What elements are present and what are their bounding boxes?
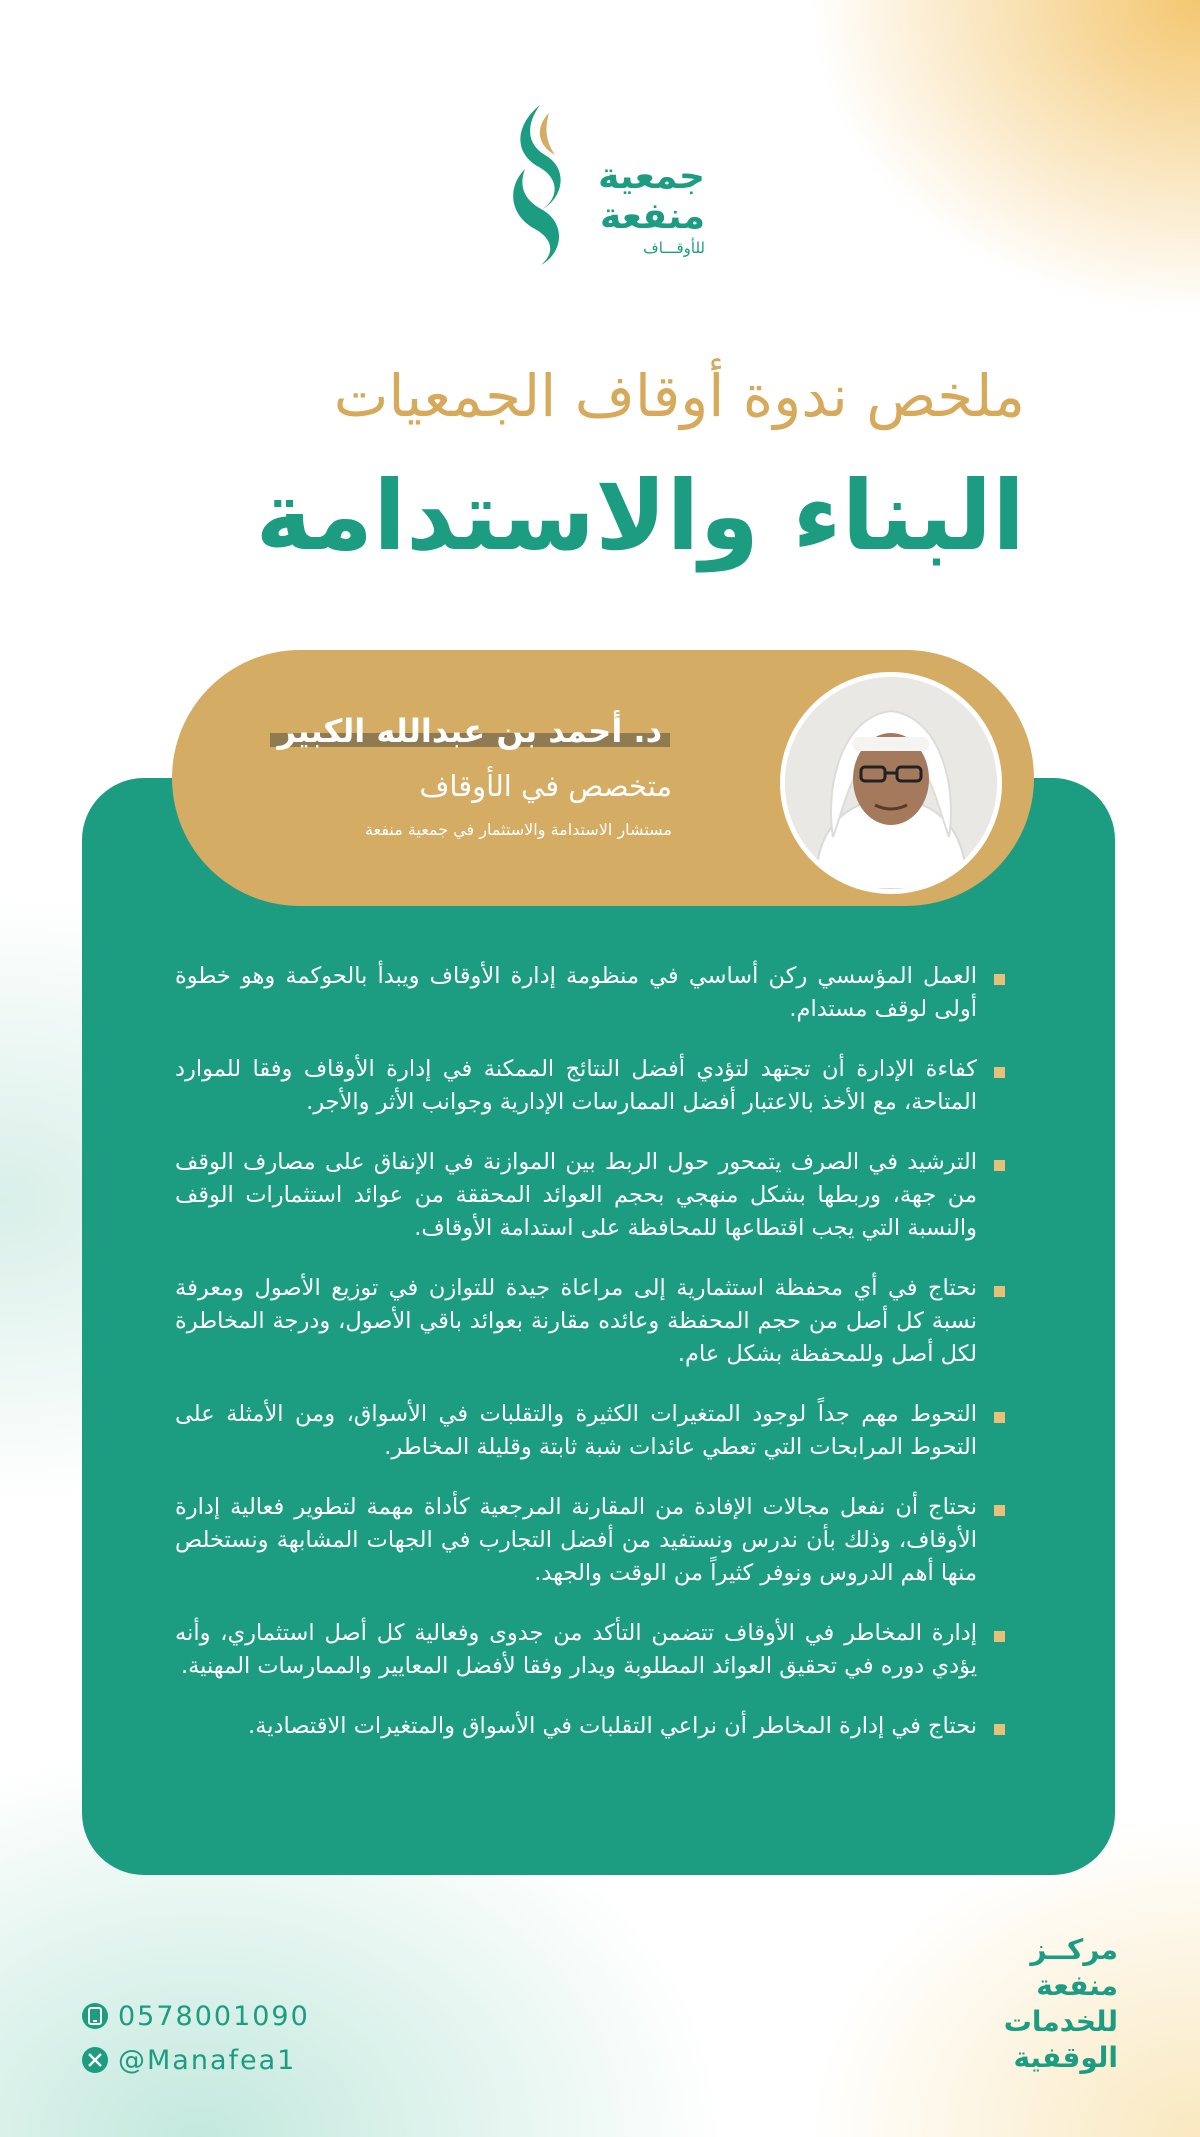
summary-point-text: الترشيد في الصرف يتمحور حول الربط بين الموازنة في الإنفاق على مصارف الوقف من جهة، وربطها بشكل منهجي بحجم العوائد المحققة من عوائد استثمارات الوقف والنسبة التي يجب اقتطاعها للمحافظة على استدامة الأوقاف. bbox=[175, 1149, 977, 1241]
organization-logo bbox=[505, 105, 705, 265]
bullet-square-icon bbox=[994, 1160, 1005, 1171]
center-line-1: مركــز bbox=[1030, 1933, 1118, 1966]
summary-point bbox=[175, 1398, 1005, 1464]
person-photo-icon bbox=[785, 677, 997, 889]
logo-line-1: جمعية bbox=[598, 156, 705, 197]
summary-point bbox=[175, 1146, 1005, 1245]
twitter-handle[interactable]: @Manafea1 bbox=[118, 2044, 297, 2076]
center-name bbox=[1004, 1932, 1118, 2076]
speaker-photo bbox=[780, 672, 1002, 894]
speaker-name: د. أحمد بن عبدالله الكبير bbox=[270, 712, 670, 750]
summary-points bbox=[175, 960, 1005, 1770]
bullet-square-icon bbox=[994, 1412, 1005, 1423]
bullet-square-icon bbox=[994, 1067, 1005, 1078]
summary-point-text: نحتاج في أي محفظة استثمارية إلى مراعاة جيدة للتوازن في توزيع الأصول ومعرفة نسبة كل أصل من حجم المحفظة وعائده مقارنة بعوائد باقي الأصول، ودرجة المخاطرة لكل أصل وللمحفظة بشكل عام. bbox=[175, 1275, 977, 1367]
speaker-role: متخصص في الأوقاف bbox=[419, 769, 672, 803]
phone-row[interactable] bbox=[82, 1998, 310, 2034]
summary-point-text: كفاءة الإدارة أن تجتهد لتؤدي أفضل النتائج الممكنة في إدارة الأوقاف وفقا للموارد المتاحة، مع الأخذ بالاعتبار أفضل الممارسات الإدارية وجوانب الأثر والأجر. bbox=[175, 1056, 977, 1115]
bullet-square-icon bbox=[994, 1286, 1005, 1297]
phone-number[interactable]: 0578001090 bbox=[118, 2000, 310, 2032]
bullet-square-icon bbox=[994, 1631, 1005, 1642]
contact-info bbox=[82, 1998, 310, 2086]
bullet-square-icon bbox=[994, 1724, 1005, 1735]
summary-point bbox=[175, 1710, 1005, 1743]
summary-point bbox=[175, 1617, 1005, 1683]
logo-text bbox=[598, 157, 705, 257]
summary-point-text: نحتاج أن نفعل مجالات الإفادة من المقارنة المرجعية كأداة مهمة لتطوير فعالية إدارة الأوقاف، وذلك بأن ندرس ونستفيد من أفضل التجارب في الجهات المشابهة ونستخلص منها أهم الدروس ونوفر كثيراً من الوقت والجهد. bbox=[175, 1494, 977, 1586]
logo-mark-icon bbox=[505, 105, 575, 265]
center-line-2: منفعة bbox=[1036, 1969, 1118, 2002]
summary-point-text: التحوط مهم جداً لوجود المتغيرات الكثيرة والتقلبات في الأسواق، ومن الأمثلة على التحوط المرابحات التي تعطي عائدات شبة ثابتة وقليلة المخاطر. bbox=[175, 1401, 977, 1460]
bullet-square-icon bbox=[994, 974, 1005, 985]
bullet-square-icon bbox=[994, 1505, 1005, 1516]
page-subtitle: ملخص ندوة أوقاف الجمعيات bbox=[333, 362, 1025, 430]
logo-line-3: للأوقـــاف bbox=[643, 239, 705, 257]
summary-point bbox=[175, 1272, 1005, 1371]
summary-point-text: نحتاج في إدارة المخاطر أن نراعي التقلبات في الأسواق والمتغيرات الاقتصادية. bbox=[248, 1713, 977, 1739]
center-line-3: للخدمات bbox=[1003, 2005, 1118, 2038]
twitter-row[interactable] bbox=[82, 2042, 310, 2078]
speaker-description: مستشار الاستدامة والاستثمار في جمعية منفعة bbox=[364, 820, 672, 839]
page-title: البناء والاستدامة bbox=[255, 460, 1025, 572]
summary-point-text: إدارة المخاطر في الأوقاف تتضمن التأكد من جدوى وفعالية كل أصل استثماري، وأنه يؤدي دوره في تحقيق العوائد المطلوبة ويدار وفقا لأفضل المعايير والممارسات المهنية. bbox=[175, 1620, 977, 1679]
logo-line-2: منفعة bbox=[599, 196, 705, 237]
summary-point bbox=[175, 1491, 1005, 1590]
summary-point-text: العمل المؤسسي ركن أساسي في منظومة إدارة الأوقاف ويبدأ بالحوكمة وهو خطوة أولى لوقف مستدام. bbox=[175, 963, 977, 1022]
center-line-4: الوقفية bbox=[1013, 2041, 1118, 2074]
summary-point bbox=[175, 960, 1005, 1026]
summary-point bbox=[175, 1053, 1005, 1119]
x-icon bbox=[82, 2047, 108, 2073]
phone-icon bbox=[82, 2003, 108, 2029]
